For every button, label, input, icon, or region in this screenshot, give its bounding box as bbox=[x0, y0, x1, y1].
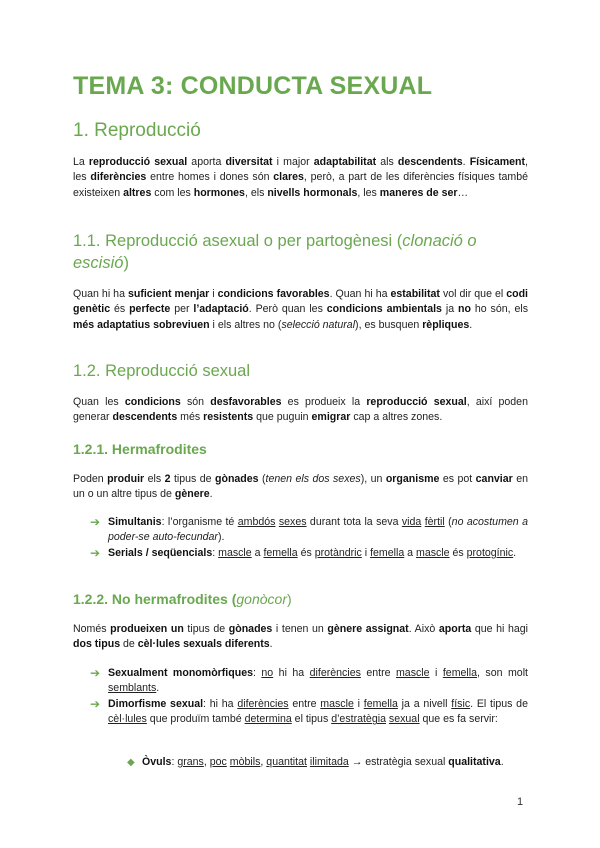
paragraph-no-hermafrodites: Només produeixen un tipus de gònades i tenen un gènere assignat. Això aporta que hi hagi dos tipus de cèl·lules sexuals diferents. bbox=[73, 623, 529, 651]
list-item-serials: ➔ Serials / seqüencials: mascle a femella és protàndric i femella a mascle és protogínic. bbox=[90, 546, 517, 560]
paragraph-sexual: Quan les condicions són desfavorables es produeix la reproducció sexual, així poden generar descendents més resistents que puguin emigrar cap a altres zones. bbox=[73, 396, 528, 424]
paragraph-hermafrodites: Poden produir els 2 tipus de gònades (tenen els dos sexes), un organisme es pot canviar en un o un altre tipus de gènere. bbox=[73, 473, 528, 501]
page-title: TEMA 3: CONDUCTA SEXUAL bbox=[73, 72, 433, 100]
section-heading-no-hermafrodites: 1.2.2. No hermafrodites (gonòcor) bbox=[73, 591, 292, 607]
paragraph-reproduccio: La reproducció sexual aporta diversitat i major adaptabilitat als descendents. Físicament, les diferències entre homes i dones són clares, però, a part de les diferències físiques també existeixen altres com les hormones, els nivells hormonals, les maneres de ser… bbox=[73, 156, 528, 199]
arrow-bullet-icon: ➔ bbox=[90, 546, 101, 560]
list-item-monomorfiques: ➔ Sexualment monomòrfiques: no hi ha diferències entre mascle i femella, son molt semblants. bbox=[90, 666, 528, 695]
diamond-bullet-icon: ◆ bbox=[127, 757, 135, 768]
section-heading-sexual: 1.2. Reproducció sexual bbox=[73, 362, 251, 380]
paragraph-asexual: Quan hi ha suficient menjar i condicions favorables. Quan hi ha estabilitat vol dir que el codi genètic és perfecte per l’adaptació. Però quan les condicions ambientals ja no ho són, els més adaptatius sobreviuen i els altres no (selecció natural), es busquen rèpliques. bbox=[73, 288, 528, 331]
list-item-simultanis: ➔ Simultanis: l’organisme té ambdós sexes durant tota la seva vida fèrtil (no acostumen a poder-se auto-fecundar). bbox=[90, 515, 528, 544]
arrow-bullet-icon: ➔ bbox=[90, 697, 101, 711]
arrow-bullet-icon: ➔ bbox=[90, 515, 101, 529]
sub-list-item-ovuls: ◆ Òvuls: grans, poc mòbils, quantitat ilimitada → estratègia sexual qualitativa. bbox=[127, 755, 527, 770]
arrow-bullet-icon: ➔ bbox=[90, 666, 101, 680]
section-heading-asexual: 1.1. Reproducció asexual o per partogènesi (clonació o escisió) bbox=[73, 232, 477, 272]
section-heading-hermafrodites: 1.2.1. Hermafrodites bbox=[73, 441, 207, 457]
page-number: 1 bbox=[517, 796, 524, 808]
list-item-dimorfisme: ➔ Dimorfisme sexual: hi ha diferències entre mascle i femella ja a nivell físic. El tipus de cèl·lules que produïm també determina el tipus d’estratègia sexual que es fa servir: bbox=[90, 697, 528, 726]
section-heading-reproduccio: 1. Reproducció bbox=[73, 120, 201, 141]
